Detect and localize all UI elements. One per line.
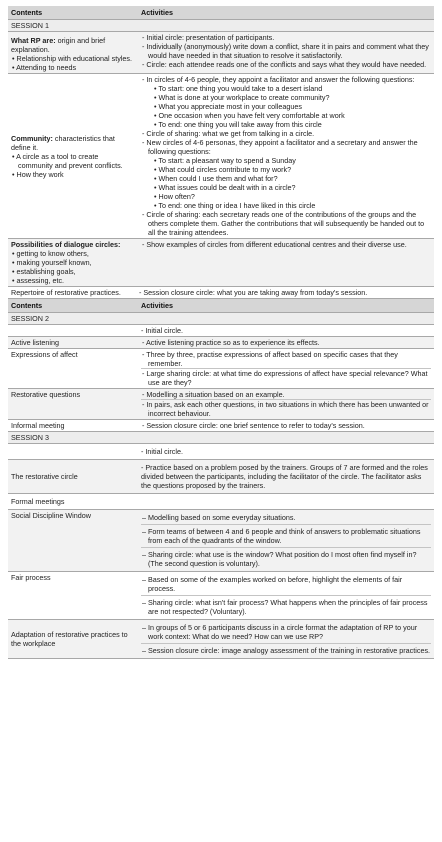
session-3-initial-row	[8, 444, 434, 460]
repertoire-label: Repertoire of restorative practices.	[11, 288, 121, 297]
session-2-title: SESSION 2	[11, 314, 49, 323]
content-row	[8, 420, 434, 432]
community-bullet: • A circle as a tool to create community and prevent conflicts.	[12, 151, 123, 170]
session-3-title: SESSION 3	[11, 433, 49, 442]
session-2-row	[8, 313, 434, 325]
restorative-circle-row	[8, 460, 434, 494]
activity-item: – In groups of 5 or 6 participants discuss in a circle format the adaptation of RP to your work context: What do we need? How can we use RP?	[142, 623, 418, 641]
content-row	[8, 389, 434, 420]
activity-item: - Circle of sharing: what we get from talking in a circle.	[142, 129, 315, 138]
row-label: The restorative circle	[11, 472, 78, 481]
activity-item: – Session closure circle: image analogy assessment of the training in restorative practices.	[141, 643, 431, 657]
row-label: Fair process	[11, 573, 51, 582]
table-header	[8, 299, 434, 313]
activity-item: - New circles of 4-6 personas, they appoint a facilitator and a secretary and answer the following questions:	[142, 138, 418, 156]
what-rp-row	[8, 32, 434, 74]
row-label: Informal meeting	[11, 421, 65, 430]
contents-header: Contents	[11, 8, 43, 17]
contents-header: Contents	[11, 301, 43, 310]
dialogue-activities	[138, 239, 434, 286]
session-1-row	[8, 20, 434, 32]
activity-item: - Initial circle.	[141, 447, 183, 456]
activity-subitem: • To end: one thing you will take away from this circle	[154, 120, 322, 129]
row-label: Expressions of affect	[11, 350, 78, 359]
what-rp-heading-rest: origin and brief explanation.	[11, 36, 106, 54]
activity-subitem: • What is done at your workplace to create community?	[154, 93, 330, 102]
formal-meetings-row	[8, 494, 434, 510]
activities-header: Activities	[141, 8, 173, 17]
row-activities	[138, 572, 434, 619]
row-activities	[138, 510, 434, 571]
curriculum-table	[8, 6, 434, 659]
dialogue-bullet: • establishing goals,	[12, 267, 76, 276]
session-1-title: SESSION 1	[11, 21, 49, 30]
row-activities	[138, 420, 434, 431]
activity-subitem: • What could circles contribute to my work?	[154, 165, 292, 174]
content-row	[8, 572, 434, 620]
table-header	[8, 6, 434, 20]
activity-item: - Large sharing circle: at what time do expressions of affect have special relevance? What use are they?	[141, 368, 431, 387]
activity-subitem: • What you appreciate most in your colleagues	[154, 102, 302, 111]
activity-item: - Circle of sharing: each secretary reads one of the contributions of the groups and the others complete them. Gather the contributions that will subsequently be handed out to all the training attendees.	[142, 210, 425, 237]
activity-subitem: • To start: a pleasant way to spend a Sunday	[154, 156, 296, 165]
activity-subitem: • To start: one thing you would take to a desert island	[154, 84, 323, 93]
row-activities	[138, 389, 434, 419]
activities-header: Activities	[141, 301, 173, 310]
what-rp-contents	[8, 32, 138, 73]
dialogue-bullet: • making yourself known,	[12, 258, 92, 267]
row-activities	[138, 620, 434, 658]
activity-item: - Practice based on a problem posed by the trainers. Groups of 7 are formed and the roles divided between the participants, including the facilitator of the circle. The facilitator asks the questions proposed by the trainers.	[141, 463, 428, 490]
session-2-initial-row	[8, 325, 434, 337]
repertoire-row	[8, 287, 434, 299]
community-bullet: • How they work	[12, 169, 64, 179]
activity-item: - Three by three, practise expressions of affect based on specific cases that they remember.	[142, 350, 398, 368]
repertoire-activity: - Session closure circle: what you are taking away from today's session.	[139, 288, 368, 297]
what-rp-bullet: • Relationship with educational styles.	[12, 54, 132, 63]
activity-item: - Initial circle.	[141, 326, 183, 335]
dialogue-bullet: • assessing, etc.	[12, 276, 65, 285]
activity-subitem: • One occasion when you have felt very comfortable at work	[154, 111, 345, 120]
dialogue-bullet: • getting to know others,	[12, 249, 89, 258]
activity-item: – Based on some of the examples worked on before, highlight the elements of fair process.	[142, 575, 403, 593]
community-row	[8, 74, 434, 239]
row-activities	[138, 337, 434, 348]
row-label: Adaptation of restorative practices to the workplace	[11, 630, 128, 648]
community-contents	[8, 74, 138, 238]
activity-subitem: • To end: one thing or idea I have liked in this circle	[154, 201, 316, 210]
dialogue-row	[8, 239, 434, 287]
content-row	[8, 349, 434, 389]
activity-item: - Initial circle: presentation of participants.	[142, 33, 275, 42]
activity-item: – Sharing circle: what isn't fair process? What happens when the principles of fair process are not respected? (Voluntary).	[141, 595, 431, 618]
session-3-row	[8, 432, 434, 444]
content-row	[8, 620, 434, 659]
community-heading: Community:	[11, 133, 53, 143]
row-label: Restorative questions	[11, 390, 81, 399]
activity-item: - Circle: each attendee reads one of the conflicts and says what they would have needed.	[142, 60, 427, 69]
formal-meetings-label: Formal meetings	[11, 497, 65, 506]
dialogue-heading: Possibilities of dialogue circles:	[11, 240, 121, 249]
activity-item: - Show examples of circles from different educational centres and their diverse use.	[142, 240, 407, 249]
activity-item: - Active listening practice so as to experience its effects.	[142, 338, 320, 347]
activity-item: - Session closure circle: one brief sentence to refer to today's session.	[142, 421, 365, 430]
activity-subitem: • How often?	[154, 192, 195, 201]
content-row	[8, 510, 434, 572]
what-rp-activities	[138, 32, 434, 73]
activity-item: - Modelling a situation based on an example.	[142, 390, 285, 399]
activity-item: – Sharing circle: what use is the window? What position do I most often find myself in? (The second question is voluntary).	[141, 547, 431, 570]
row-label: Active listening	[11, 338, 59, 347]
activity-subitem: • When could I use them and what for?	[154, 174, 278, 183]
community-heading-rest: characteristics that define it.	[11, 133, 115, 152]
activity-subitem: • What issues could be dealt with in a circle?	[154, 183, 296, 192]
what-rp-heading: What RP are:	[11, 36, 56, 45]
activity-item: – Form teams of between 4 and 6 people and think of answers to problematic situations from each of the quadrants of the window.	[141, 524, 431, 547]
activity-item: - In circles of 4-6 people, they appoint a facilitator and answer the following questions:	[142, 75, 415, 84]
row-label: Social Discipline Window	[11, 511, 91, 520]
activity-item: - Individually (anonymously) write down a conflict, share it in pairs and comment what they would have needed in that situation to resolve it satisfactorily.	[142, 42, 429, 60]
row-activities	[138, 349, 434, 388]
activity-item: - In pairs, ask each other questions, in two situations in which there has been unwanted or incorrect behaviour.	[141, 399, 431, 418]
dialogue-contents	[8, 239, 138, 286]
content-row	[8, 337, 434, 349]
what-rp-bullet: • Attending to needs	[12, 63, 77, 72]
activity-item: – Modelling based on some everyday situations.	[142, 513, 296, 522]
community-activities	[138, 74, 434, 238]
